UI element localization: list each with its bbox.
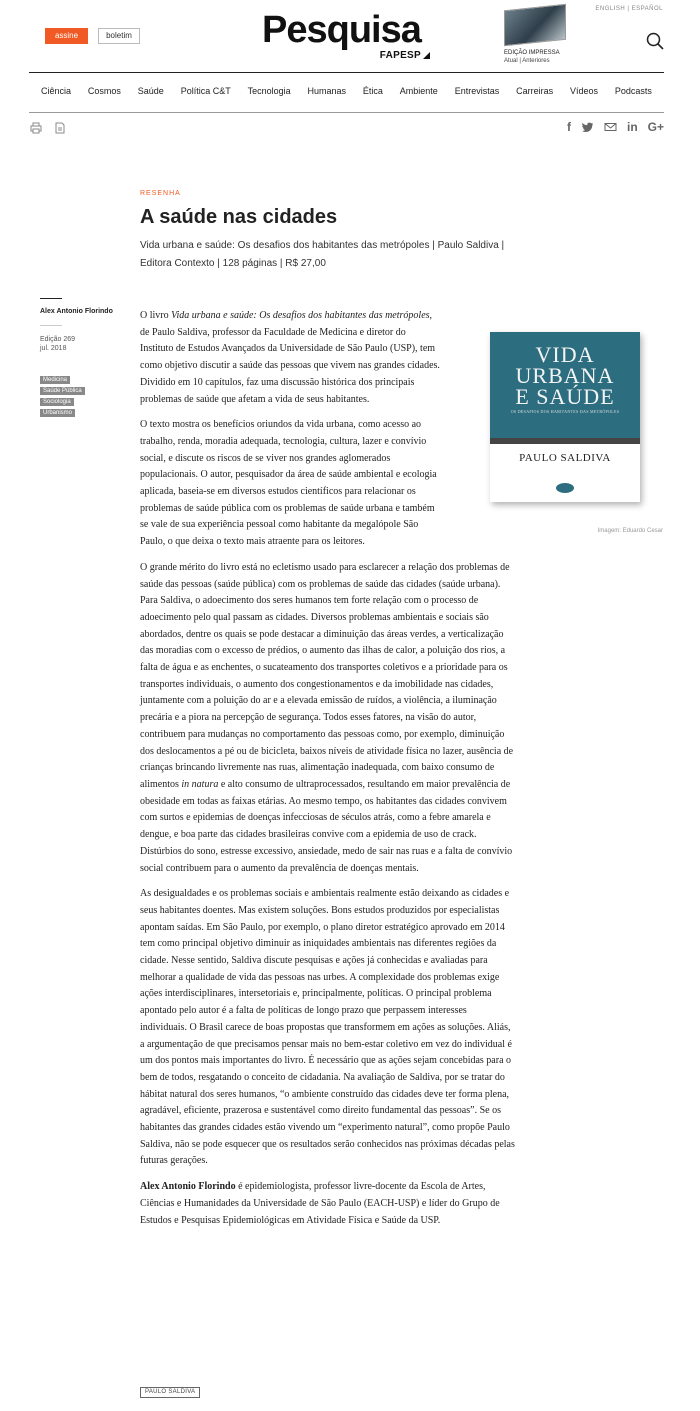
nav-item-ciencia[interactable]: Ciência [41, 86, 72, 96]
book-title-line: VIDA [535, 342, 595, 367]
print-icon[interactable] [30, 122, 42, 134]
nav-item-saude[interactable]: Saúde [137, 86, 164, 96]
nav-item-videos[interactable]: Vídeos [569, 86, 599, 96]
author-divider [40, 298, 62, 299]
magazine-cover-thumbnail[interactable] [504, 4, 566, 47]
linkedin-icon[interactable]: in [626, 120, 638, 134]
topic-tag[interactable]: PAULO SALDIVA [140, 1387, 200, 1398]
nav-divider [29, 112, 664, 113]
nav-item-podcasts[interactable]: Podcasts [614, 86, 652, 96]
article-subtitle: Vida urbana e saúde: Os desafios dos habitantes das metrópoles | Paulo Saldiva | Editora Contexto | 128 páginas | R$ 27,00 [140, 240, 505, 269]
site-logo[interactable] [262, 10, 434, 62]
book-subtitle: OS DESAFIOS DOS HABITANTES DAS METRÓPOLES [510, 409, 620, 414]
edition-info [40, 335, 75, 353]
logo-triangle-icon [423, 52, 430, 59]
tag-sociologia[interactable]: Sociologia [40, 398, 74, 406]
assine-button[interactable]: assine [45, 28, 88, 44]
nav-item-humanas[interactable]: Humanas [307, 86, 347, 96]
image-caption: Imagem: Eduardo Cesar [597, 528, 663, 534]
facebook-icon[interactable]: f [566, 120, 571, 134]
book-title-line: URBANA [515, 363, 615, 388]
section-label[interactable]: RESENHA [140, 190, 181, 197]
edition-number[interactable]: Edição 269 [40, 336, 76, 343]
nav-item-politica[interactable]: Política C&T [180, 86, 231, 96]
article-tools [30, 122, 66, 134]
logo-subtitle: FAPESP [380, 50, 430, 61]
nav-item-entrevistas[interactable]: Entrevistas [454, 86, 500, 96]
pdf-icon[interactable] [54, 122, 66, 134]
book-author: PAULO SALDIVA [519, 452, 611, 464]
author-bio: Alex Antonio Florindo é epidemiologista, professor livre-docente da Escola de Artes, Ciências e Humanidades da Universidade de São Paulo (EACH-USP) e líder do Grupo de Estudos e Pesquisas Epidemiológicas em Atividade Física e Saúde da USP. [140, 1181, 500, 1226]
search-icon[interactable] [646, 32, 664, 50]
header-divider [29, 72, 664, 73]
tag-medicina[interactable]: Medicina [40, 376, 70, 384]
edition-date: jul. 2018 [40, 345, 67, 352]
print-edition[interactable] [504, 7, 568, 65]
social-share [567, 120, 664, 134]
email-icon[interactable] [604, 121, 617, 133]
paragraph: O grande mérito do livro está no ecletismo usado para esclarecer a relação dos problemas de saúde das pessoas (saúde pública) com os problemas de saúde das cidades (saúde urbana). Para Saldiva, o adoecimento dos seres humanos tem forte relação com o processo de adoecimento pelo qual passam as cidades. Diversos problemas ambientais e sociais são abordados, dentre os quais se pode destacar a diminuição das áreas verdes, a verticalização das moradias com o excesso de prédios, o aumento das ilhas de calor, a poluição dos rios, a falta de água e as enchentes, o sucateamento dos transportes coletivos e a prioridade para os transportes individuais, o aumento dos congestionamentos e da imobilidade nas cidades, juntamente com a poluição do ar e a elevada emissão de ruídos, a violência, a iluminação precária e a piora na percepção de segurança. Todos esses fatores, na visão do autor, contribuem para mudanças no comportamento das pessoas como, por exemplo, diminuição dos deslocamentos a pé ou de bicicleta, baixos níveis de atividade física no lazer, ausência de crianças brincando livremente nas ruas, alimentação inadequada, com baixo consumo de alimentos in natura e alto consumo de ultraprocessados, resultando em maior prevalência de obesidade em todas as faixas etárias. Ao mesmo tempo, os habitantes das cidades convivem com surtos e epidemias de doenças infecciosas de séculos atrás, como a febre amarela e dengue, e boa parte das cidades brasileiras convive com a epidemia de uso de crack. Distúrbios do sono, estresse excessivo, ansiedade, medo de sair nas ruas e a falta de convívio social contribuem para o aumento da prevalência de doenças mentais. [140, 561, 514, 874]
twitter-icon[interactable] [581, 121, 594, 133]
tag-list [40, 376, 85, 420]
publisher-logo-icon [556, 483, 574, 493]
paragraph: As desigualdades e os problemas sociais e ambientais realmente estão deixando as cidades e seus habitantes doentes. Mas existem soluções. Bons estudos produzidos por especialistas apontam saídas. Em São Paulo, por exemplo, o plano diretor estratégico aprovado em 2014 tem como principal objetivo diminuir as iniquidades ambientais nas diferentes regiões da cidade. Nesse sentido, Saldiva discute pesquisas e ações já conhecidas e avaliadas para melhorar a qualidade de vida das pessoas nas urbes. A complexidade dos problemas exige ações interdisciplinares, intersetoriais e, principalmente, políticas. O principal problema apontado pelo autor é a falta de políticas de longo prazo que perpassem interesses individuais. O Brasil carece de boas propostas que transformem em ações as soluções. Aliás, a argumentação de que precisamos pensar mais no bem-estar coletivo em vez do individual é um dos pontos mais importantes do livro. É necessário que as ações sejam concebidas para o bem de todos, resgatando o conceito de cidadania. Na avaliação de Saldiva, por se tratar do hábitat natural dos seres humanos, “o ambiente construído das cidades deve ter forma plena, agradável, eficiente, prazerosa e sustentável como direito fundamental das pessoas”. Se os habitantes das grandes cidades estão vivendo um “experimento natural”, como propõe Paulo Saldiva, não se pode esquecer que os resultados serão conhecidos nas próximas décadas pelas futuras gerações. [140, 888, 515, 1167]
nav-item-tecnologia[interactable]: Tecnologia [247, 86, 291, 96]
tag-saude-publica[interactable]: Saúde Pública [40, 387, 85, 395]
logo-title: Pesquisa [262, 9, 421, 51]
paragraph: O livro Vida urbana e saúde: Os desafios dos habitantes das metrópoles, de Paulo Saldiva, professor da Faculdade de Medicina e diretor do Instituto de Estudos Avançados da Universidade de São Paulo (USP), tem como objetivo discutir a saúde das pessoas que vivem nas grandes cidades. Dividido em 10 capítulos, faz uma discussão histórica dos principais problemas de saúde que afetam a vida de seus habitantes. [140, 310, 440, 405]
article-title: A saúde nas cidades [140, 206, 338, 228]
book-title-line: E SAÚDE [515, 384, 615, 409]
nav-item-carreiras[interactable]: Carreiras [516, 86, 554, 96]
nav-item-cosmos[interactable]: Cosmos [87, 86, 121, 96]
edition-links[interactable]: Atual | Anteriores [504, 58, 550, 64]
google-plus-icon[interactable]: G+ [647, 120, 664, 134]
nav-item-etica[interactable]: Ética [362, 86, 383, 96]
boletim-button[interactable]: boletim [98, 28, 140, 44]
tag-urbanismo[interactable]: Urbanismo [40, 409, 75, 417]
edition-divider [40, 325, 62, 326]
author-name[interactable]: Alex Antonio Florindo [40, 308, 113, 315]
paragraph: O texto mostra os benefícios oriundos da vida urbana, como acesso ao trabalho, renda, moradia adequada, tecnologia, cultura, lazer e convívio social, e discute os riscos de se viver nos grandes aglomerados populacionais. O autor, pesquisador da área de saúde ambiental e ecologia aplicada, baseia-se em diversos estudos científicos para relacionar os problemas de saúde pública com os problemas de saúde urbana e também se vale de sua experiência pessoal como habitante da megalópole São Paulo, o que deixa o texto mais atraente para os leitores. [140, 419, 437, 548]
article-body [140, 308, 515, 1238]
nav-item-ambiente[interactable]: Ambiente [399, 86, 438, 96]
edition-label: EDIÇÃO IMPRESSA [504, 50, 560, 56]
language-links[interactable]: ENGLISH | ESPAÑOL [595, 6, 663, 12]
main-nav [29, 81, 664, 103]
